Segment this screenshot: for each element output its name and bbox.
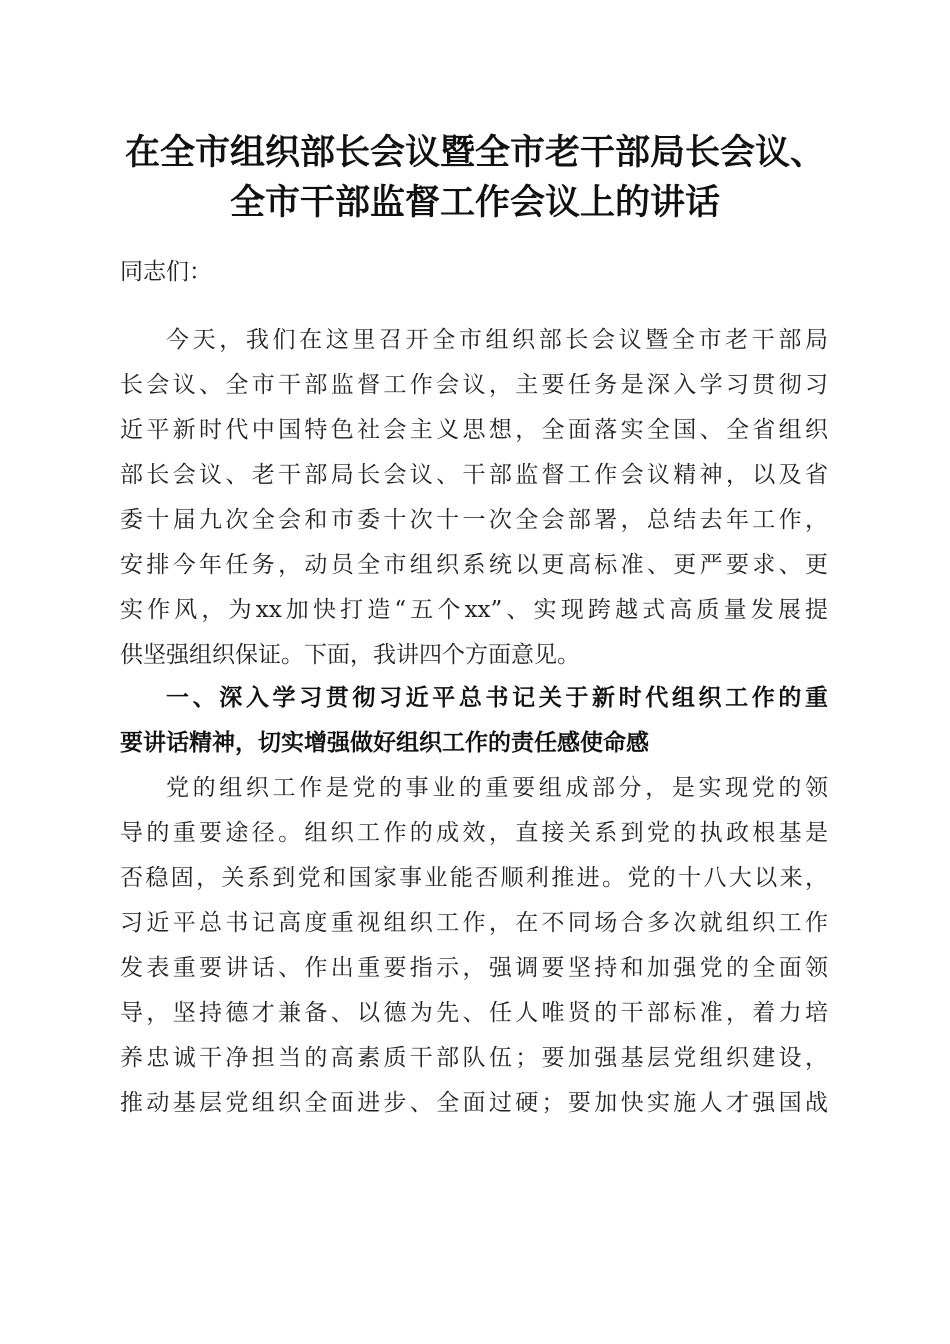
paragraph-line: 导的重要途径。组织工作的成效，直接关系到党的执政根基是 bbox=[120, 820, 828, 846]
paragraph-line: 否稳固，关系到党和国家事业能否顺利推进。党的十八大以来， bbox=[120, 865, 828, 891]
paragraph-line: 习近平总书记高度重视组织工作，在不同场合多次就组织工作 bbox=[120, 910, 828, 936]
paragraph-line: 供坚强组织保证。下面，我讲四个方面意见。 bbox=[120, 642, 580, 668]
paragraph-line: 部长会议、老干部局长会议、干部监督工作会议精神，以及省 bbox=[120, 462, 828, 488]
paragraph-line: 发表重要讲话、作出重要指示，强调要坚持和加强党的全面领 bbox=[120, 955, 828, 981]
title-line-1: 在全市组织部长会议暨全市老干部局长会议、 bbox=[124, 132, 825, 173]
paragraph-line: 近平新时代中国特色社会主义思想，全面落实全国、全省组织 bbox=[120, 417, 828, 443]
paragraph-line: 委十届九次全会和市委十次十一次全会部署，总结去年工作， bbox=[120, 507, 828, 533]
section-1-heading bbox=[120, 676, 828, 766]
paragraph-line: 导，坚持德才兼备、以德为先、任人唯贤的干部标准，着力培 bbox=[120, 1000, 828, 1026]
salutation: 同志们： bbox=[120, 259, 212, 285]
paragraph-line: 实作风，为xx加快打造“五个xx”、实现跨越式高质量发展提 bbox=[120, 597, 828, 623]
paragraph-line: 今天，我们在这里召开全市组织部长会议暨全市老干部局 bbox=[166, 327, 828, 353]
title-line-2: 全市干部监督工作会议上的讲话 bbox=[229, 182, 720, 223]
heading-line: 要讲话精神，切实增强做好组织工作的责任感使命感 bbox=[120, 730, 649, 756]
paragraph-line: 党的组织工作是党的事业的重要组成部分，是实现党的领 bbox=[166, 775, 828, 801]
section-1-paragraph bbox=[120, 766, 828, 1126]
document-title bbox=[100, 128, 850, 228]
paragraph-line: 安排今年任务，动员全市组织系统以更高标准、更严要求、更 bbox=[120, 552, 828, 578]
intro-paragraph bbox=[120, 318, 828, 678]
paragraph-line: 养忠诚干净担当的高素质干部队伍；要加强基层党组织建设， bbox=[120, 1045, 828, 1071]
heading-line: 一、深入学习贯彻习近平总书记关于新时代组织工作的重 bbox=[166, 685, 828, 711]
paragraph-line: 长会议、全市干部监督工作会议，主要任务是深入学习贯彻习 bbox=[120, 372, 828, 398]
paragraph-line: 推动基层党组织全面进步、全面过硬；要加快实施人才强国战 bbox=[120, 1090, 828, 1116]
